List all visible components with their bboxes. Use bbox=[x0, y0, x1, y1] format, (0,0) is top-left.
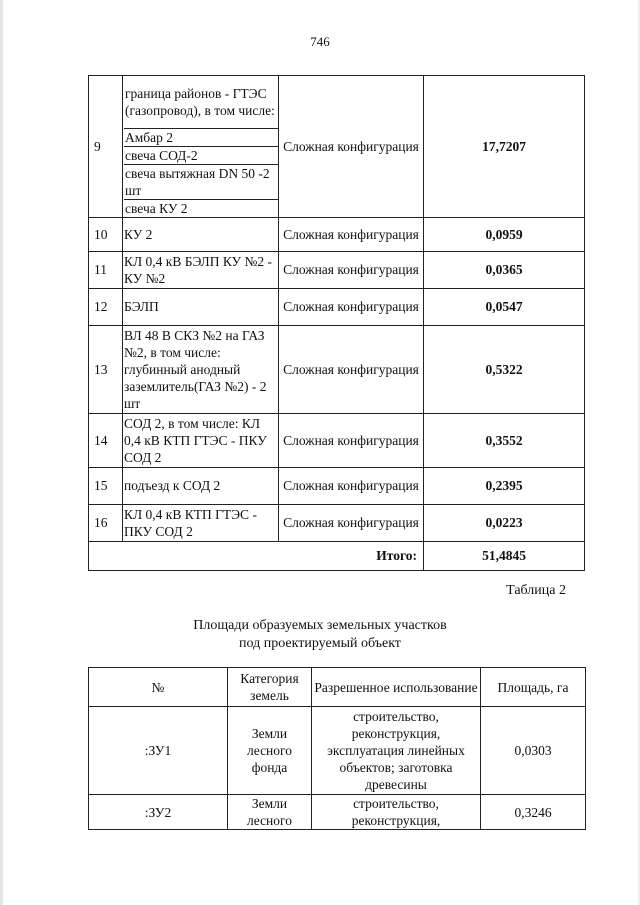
table-row bbox=[89, 76, 585, 218]
row-number: 10 bbox=[89, 217, 123, 251]
table-row bbox=[89, 467, 585, 504]
table-row bbox=[89, 217, 585, 251]
table-row bbox=[89, 795, 586, 830]
area-value: 0,0547 bbox=[424, 288, 585, 325]
area-value: 0,0365 bbox=[424, 251, 585, 288]
total-value: 51,4845 bbox=[424, 541, 585, 570]
configuration-type: Сложная конфигурация bbox=[279, 504, 424, 541]
object-name: СОД 2, в том числе: КЛ 0,4 кВ КТП ГТЭС - ПКУ СОД 2 bbox=[123, 413, 279, 467]
object-name: свеча КУ 2 bbox=[125, 200, 188, 216]
row-number: 15 bbox=[89, 467, 123, 504]
object-name: подъезд к СОД 2 bbox=[123, 467, 279, 504]
page-edge bbox=[0, 0, 3, 905]
object-name: свеча вытяжная DN 50 -2 шт bbox=[124, 164, 278, 199]
objects-area-table bbox=[88, 75, 585, 571]
table-row bbox=[89, 707, 586, 795]
title-line: Площади образуемых земельных участков bbox=[193, 618, 447, 633]
object-name: Амбар 2 bbox=[124, 128, 278, 146]
configuration-type: Сложная конфигурация bbox=[279, 288, 424, 325]
object-name: свеча СОД-2 bbox=[124, 146, 278, 164]
header-use: Разрешенное использование bbox=[312, 668, 481, 707]
row-number: 9 bbox=[89, 76, 123, 218]
table-row bbox=[89, 504, 585, 541]
area-value: 0,5322 bbox=[424, 325, 585, 413]
row-number: 12 bbox=[89, 288, 123, 325]
configuration-type: Сложная конфигурация bbox=[279, 251, 424, 288]
object-name: БЭЛП bbox=[123, 288, 279, 325]
table-row bbox=[89, 413, 585, 467]
plot-area: 0,0303 bbox=[481, 707, 586, 795]
permitted-use: строительство, реконструкция, bbox=[312, 795, 481, 830]
area-value: 0,0223 bbox=[424, 504, 585, 541]
land-plots-table bbox=[88, 667, 586, 830]
object-name: КЛ 0,4 кВ КТП ГТЭС - ПКУ СОД 2 bbox=[123, 504, 279, 541]
area-value: 0,2395 bbox=[424, 467, 585, 504]
permitted-use: строительство, реконструкция, эксплуатация линейных объектов; заготовка древесины bbox=[312, 707, 481, 795]
land-category: Земли лесного bbox=[228, 795, 312, 830]
configuration-type: Сложная конфигурация bbox=[279, 76, 424, 218]
plot-area: 0,3246 bbox=[481, 795, 586, 830]
area-value: 0,0959 bbox=[424, 217, 585, 251]
header-category: Категория земель bbox=[228, 668, 312, 707]
configuration-type: Сложная конфигурация bbox=[279, 217, 424, 251]
page-number: 746 bbox=[310, 34, 330, 49]
row-number: 11 bbox=[89, 251, 123, 288]
table-row bbox=[89, 325, 585, 413]
area-value: 0,3552 bbox=[424, 413, 585, 467]
row-number: 16 bbox=[89, 504, 123, 541]
object-name-cell bbox=[123, 76, 279, 218]
header-number: № bbox=[89, 668, 228, 707]
configuration-type: Сложная конфигурация bbox=[279, 467, 424, 504]
title-line: под проектируемый объект bbox=[239, 636, 401, 651]
header-row bbox=[89, 668, 586, 707]
table-caption: Таблица 2 bbox=[506, 583, 566, 598]
table2-title bbox=[0, 617, 640, 653]
table-row bbox=[89, 251, 585, 288]
object-name: граница районов - ГТЭС (газопровод), в том числе: bbox=[124, 76, 278, 128]
configuration-type: Сложная конфигурация bbox=[279, 325, 424, 413]
area-value: 17,7207 bbox=[424, 76, 585, 218]
object-name: КЛ 0,4 кВ БЭЛП КУ №2 - КУ №2 bbox=[123, 251, 279, 288]
header-area: Площадь, га bbox=[481, 668, 586, 707]
plot-id: :ЗУ2 bbox=[89, 795, 228, 830]
table-row bbox=[89, 288, 585, 325]
row-number: 13 bbox=[89, 325, 123, 413]
configuration-type: Сложная конфигурация bbox=[279, 413, 424, 467]
plot-id: :ЗУ1 bbox=[89, 707, 228, 795]
total-label: Итого: bbox=[89, 541, 424, 570]
total-row bbox=[89, 541, 585, 570]
land-category: Земли лесного фонда bbox=[228, 707, 312, 795]
row-number: 14 bbox=[89, 413, 123, 467]
object-name: ВЛ 48 В СКЗ №2 на ГАЗ №2, в том числе: глубинный анодный заземлитель(ГАЗ №2) - 2 шт bbox=[123, 325, 279, 413]
object-name: КУ 2 bbox=[123, 217, 279, 251]
